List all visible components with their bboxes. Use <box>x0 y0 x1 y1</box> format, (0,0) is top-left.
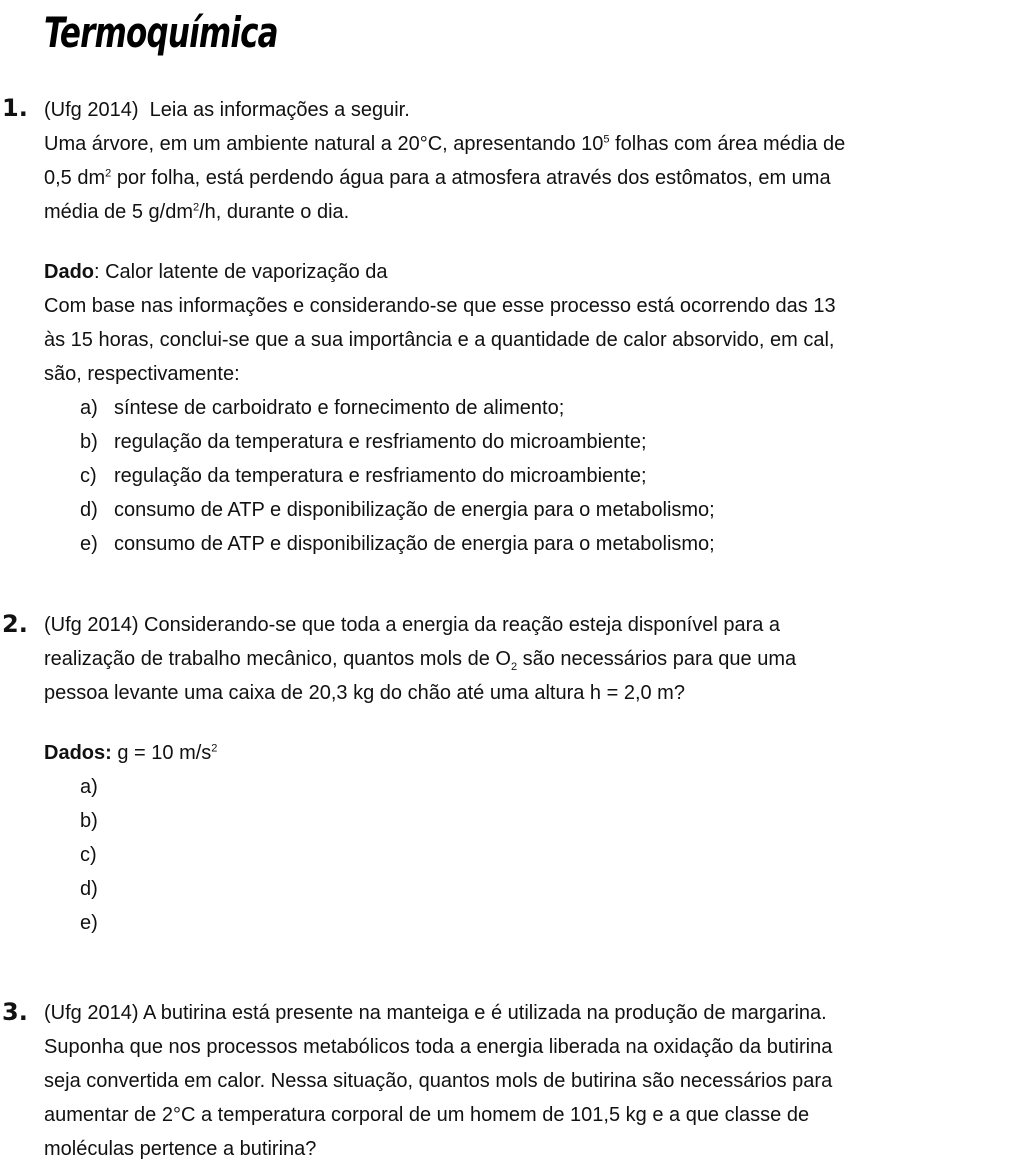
option-b[interactable]: b) <box>80 810 98 832</box>
question-3-line-3: seja convertida em calor. Nessa situação, quantos mols de butirina são necessários para <box>44 1070 833 1092</box>
question-3-line-1: (Ufg 2014) A butirina está presente na manteiga e é utilizada na produção de margarina. <box>44 1002 827 1024</box>
question-3-number: 3. <box>2 998 28 1026</box>
question-1-body-line-1: Com base nas informações e considerando-se que esse processo está ocorrendo das 13 <box>44 295 836 317</box>
option-c[interactable]: c) <box>80 844 97 866</box>
question-2-dados: Dados: g = 10 $m/s^2$ <box>44 742 218 764</box>
question-1-text-line-1: Uma árvore, em um ambiente natural a 20°C, apresentando $10^5$ folhas com área média de <box>44 133 846 155</box>
question-3 <box>44 996 1009 1166</box>
question-1-header <box>44 93 1009 127</box>
option-a[interactable]: a) <box>80 776 98 798</box>
question-2-line-2: realização de trabalho mecânico, quantos mols de $O_2$ são necessários para que uma <box>44 648 797 673</box>
question-1-text-line-2: 0,5 $dm^2$ por folha, está perdendo água para a atmosfera através dos estômatos, em uma <box>44 167 831 189</box>
question-1-body-line-2: às 15 horas, conclui-se que a sua importância e a quantidade de calor absorvido, em cal, <box>44 329 835 351</box>
page-title: Termoquímica <box>44 8 278 57</box>
option-e[interactable]: e) consumo de ATP e disponibilização de energia para o metabolismo; <box>80 533 715 555</box>
option-b[interactable]: b) regulação da temperatura e resfriamento do microambiente; <box>80 431 647 453</box>
question-1-body-line-3: são, respectivamente: <box>44 363 240 385</box>
question-2-line-1: (Ufg 2014) Considerando-se que toda a energia da reação esteja disponível para a <box>44 614 781 636</box>
option-d[interactable]: d) <box>80 878 98 900</box>
option-a[interactable]: a) síntese de carboidrato e fornecimento de alimento; <box>80 397 565 419</box>
question-2 <box>44 608 1009 940</box>
question-1-dado: Dado: Calor latente de vaporização da <box>44 261 388 283</box>
question-3-line-5: moléculas pertence a butirina? <box>44 1138 317 1160</box>
option-e[interactable]: e) <box>80 912 98 934</box>
question-1-number: 1. <box>2 94 28 122</box>
question-3-line-2: Suponha que nos processos metabólicos toda a energia liberada na oxidação da butirina <box>44 1036 833 1058</box>
question-2-options <box>80 770 1009 940</box>
question-1 <box>44 93 1009 561</box>
option-d[interactable]: d) consumo de ATP e disponibilização de energia para o metabolismo; <box>80 499 715 521</box>
question-2-number: 2. <box>2 610 28 638</box>
question-1-intro: Leia as informações a seguir. <box>149 99 410 121</box>
question-1-source: (Ufg 2014) <box>44 99 139 121</box>
question-1-options <box>80 391 1009 561</box>
option-c[interactable]: c) regulação da temperatura e resfriamento do microambiente; <box>80 465 647 487</box>
question-2-line-3: pessoa levante uma caixa de 20,3 kg do chão até uma altura h = 2,0 m? <box>44 682 685 704</box>
question-1-text-line-3: média de 5 $g/dm^2/h$, durante o dia. <box>44 201 350 223</box>
question-3-line-4: aumentar de 2°C a temperatura corporal de um homem de 101,5 kg e a que classe de <box>44 1104 810 1126</box>
